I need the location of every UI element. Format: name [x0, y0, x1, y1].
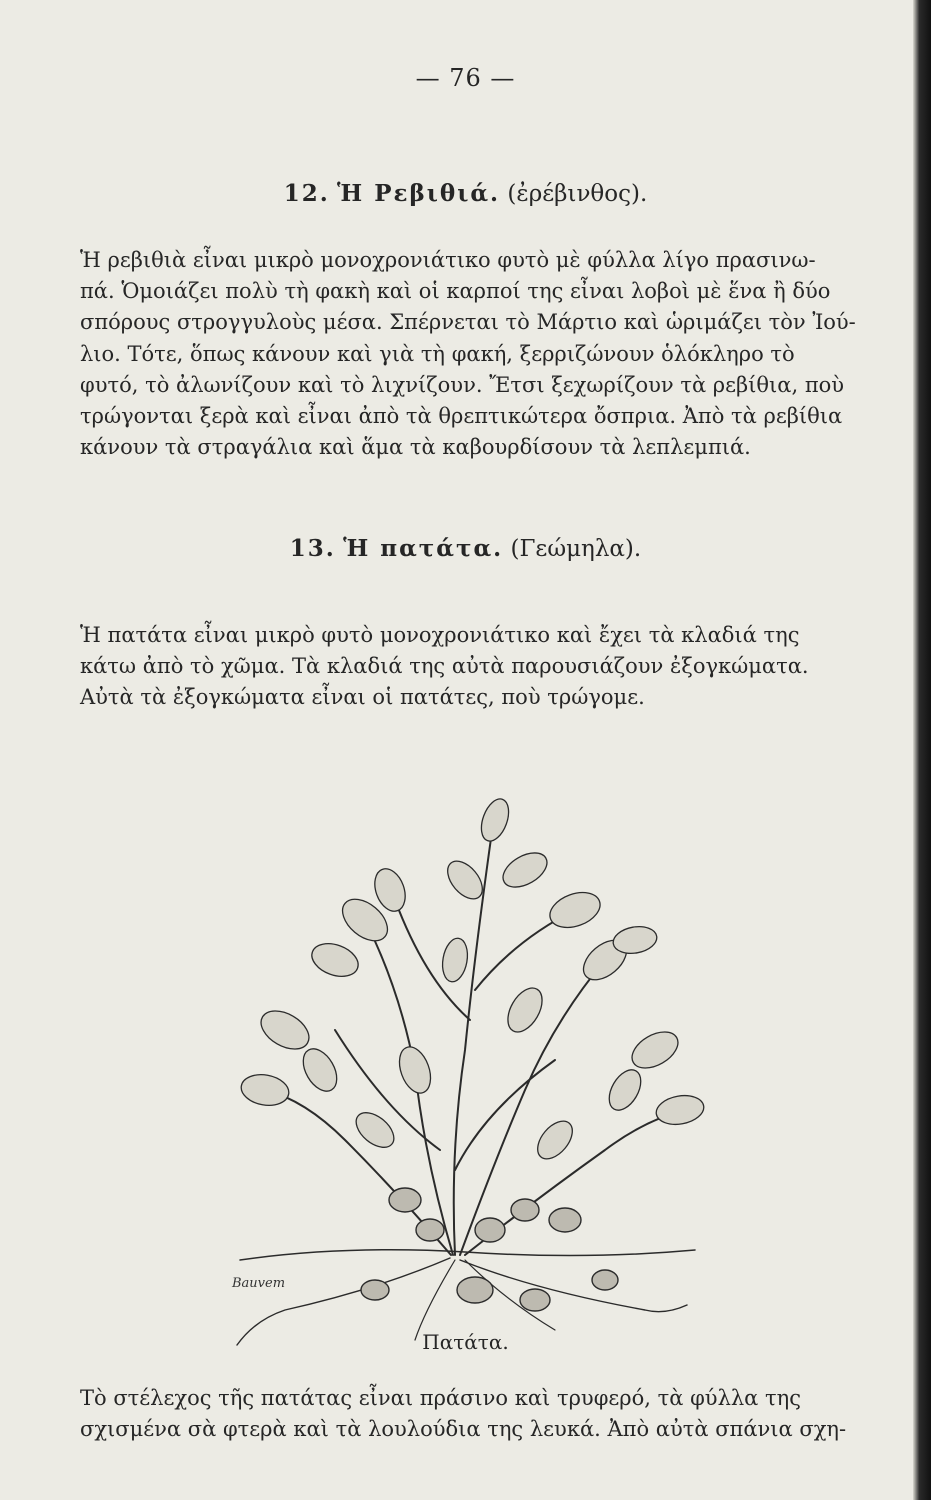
section-13-subtitle: (Γεώμηλα).	[510, 536, 642, 562]
paragraph-potato-stem	[80, 1383, 898, 1445]
section-12-title: Ἡ Ρεβιθιά.	[337, 180, 501, 207]
page-number: — 76 —	[415, 64, 516, 92]
section-12-heading	[0, 180, 931, 207]
text-line: κάτω ἀπὸ τὸ χῶμα. Τὰ κλαδιά της αὐτὰ παρουσιάζουν ἐξογκώματα.	[80, 654, 809, 679]
section-12-number: 12.	[283, 180, 330, 207]
text-line: Ἡ πατάτα εἶναι μικρὸ φυτὸ μονοχρονιάτικο καὶ ἔχει τὰ κλαδιά της	[80, 623, 800, 647]
text-line: πά. Ὁμοιάζει πολὺ τὴ φακὴ καὶ οἱ καρποί της εἶναι λοβοὶ μὲ ἕνα ἢ δύο	[80, 279, 831, 304]
illustrator-signature: Bauvem	[232, 1276, 286, 1291]
figure-caption: Πατάτα.	[422, 1330, 509, 1354]
text-line: φυτό, τὸ ἀλωνίζουν καὶ τὸ λιχνίζουν. Ἔτσι ξεχωρίζουν τὰ ρεβίθια, ποὺ	[80, 372, 845, 397]
paragraph-chickpea	[80, 245, 898, 463]
section-13-heading	[0, 535, 931, 562]
potato-plant-illustration	[225, 790, 705, 1350]
text-line: κάνουν τὰ στραγάλια καὶ ἅμα τὰ καβουρδίσουν τὰ λεπλεμπιά.	[80, 435, 751, 460]
text-line: Ἡ ρεβιθιὰ εἶναι μικρὸ μονοχρονιάτικο φυτὸ μὲ φύλλα λίγο πρασινω-	[80, 248, 816, 272]
section-13-title: Ἡ πατάτα.	[343, 535, 504, 562]
text-line: σχισμένα σὰ φτερὰ καὶ τὰ λουλούδια της λευκά. Ἀπὸ αὐτὰ σπάνια σχη-	[80, 1417, 847, 1442]
section-13-number: 13.	[289, 535, 336, 562]
section-12-subtitle: (ἐρέβινθος).	[507, 181, 648, 207]
page-edge-shadow	[913, 0, 931, 1500]
text-line: Τὸ στέλεχος τῆς πατάτας εἶναι πράσινο καὶ τρυφερό, τὰ φύλλα της	[80, 1386, 802, 1410]
text-line: τρώγονται ξερὰ καὶ εἶναι ἀπὸ τὰ θρεπτικώτερα ὄσπρια. Ἀπὸ τὰ ρεβίθια	[80, 404, 843, 429]
text-line: λιο. Τότε, ὅπως κάνουν καὶ γιὰ τὴ φακή, ξερριζώνουν ὁλόκληρο τὸ	[80, 341, 795, 366]
paragraph-potato	[80, 620, 898, 714]
text-line: Αὐτὰ τὰ ἐξογκώματα εἶναι οἱ πατάτες, ποὺ τρώγομε.	[80, 685, 645, 710]
text-line: σπόρους στρογγυλοὺς μέσα. Σπέρνεται τὸ Μάρτιο καὶ ὡριμάζει τὸν Ἰού-	[80, 310, 856, 335]
